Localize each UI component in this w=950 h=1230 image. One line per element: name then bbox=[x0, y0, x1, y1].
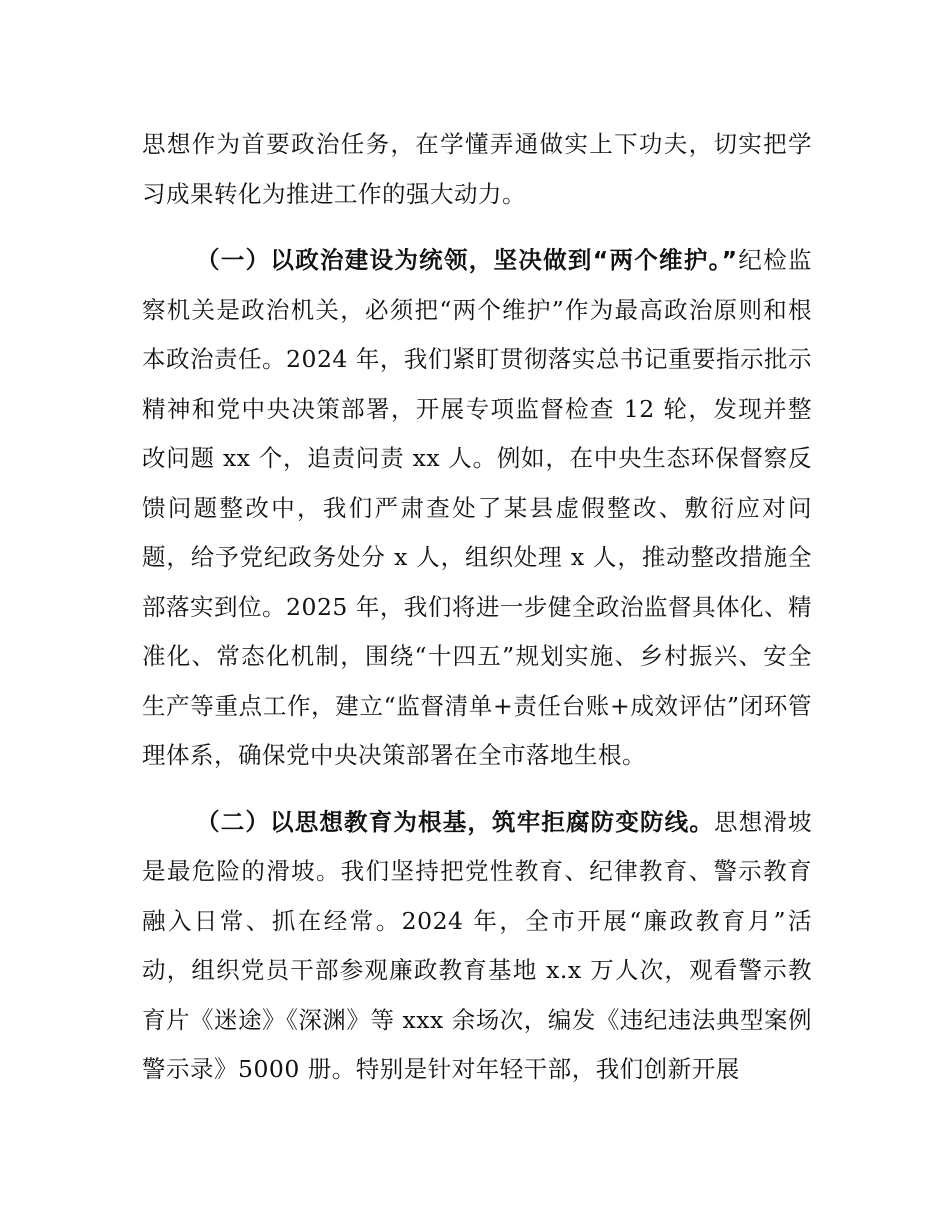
paragraph-continuation bbox=[142, 120, 812, 219]
paragraph-gap bbox=[142, 219, 812, 236]
paragraph-body: 思想作为首要政治任务，在学懂弄通做实上下功夫，切实把学习成果转化为推进工作的强大动力。 bbox=[142, 130, 812, 208]
paragraph-gap bbox=[142, 781, 812, 798]
paragraph-political-building bbox=[142, 236, 812, 781]
section-heading-1: （一）以政治建设为统领，坚决做到“两个维护。” bbox=[196, 246, 738, 274]
document-body bbox=[142, 120, 812, 1095]
paragraph-ideological-education bbox=[142, 798, 812, 1095]
paragraph-body: 思想滑坡是最危险的滑坡。我们坚持把党性教育、纪律教育、警示教育融入日常、抓在经常。2024 年，全市开展“廉政教育月”活动，组织党员干部参观廉政教育基地 x.x 万人次，观看警示教育片《迷途》《深渊》等 xxx 余场次，编发《违纪违法典型案例警示录》5000 册。特别是针对年轻干部，我们创新开展 bbox=[142, 807, 813, 1083]
paragraph-body: 纪检监察机关是政治机关，必须把“两个维护”作为最高政治原则和根本政治责任。2024 年，我们紧盯贯彻落实总书记重要指示批示精神和党中央决策部署，开展专项监督检查 12 轮，发现并整改问题 xx 个，追责问责 xx 人。例如，在中央生态环保督察反馈问题整改中，我们严肃查处了某县虚假整改、敷衍应对问题，给予党纪政务处分 x 人，组织处理 x 人，推动整改措施全部落实到位。2025 年，我们将进一步健全政治监督具体化、精准化、常态化机制，围绕“十四五”规划实施、乡村振兴、安全生产等重点工作，建立“监督清单+责任台账+成效评估”闭环管理体系，确保党中央决策部署在全市落地生根。 bbox=[142, 246, 813, 769]
section-heading-2: （二）以思想教育为根基，筑牢拒腐防变防线。 bbox=[196, 807, 715, 836]
